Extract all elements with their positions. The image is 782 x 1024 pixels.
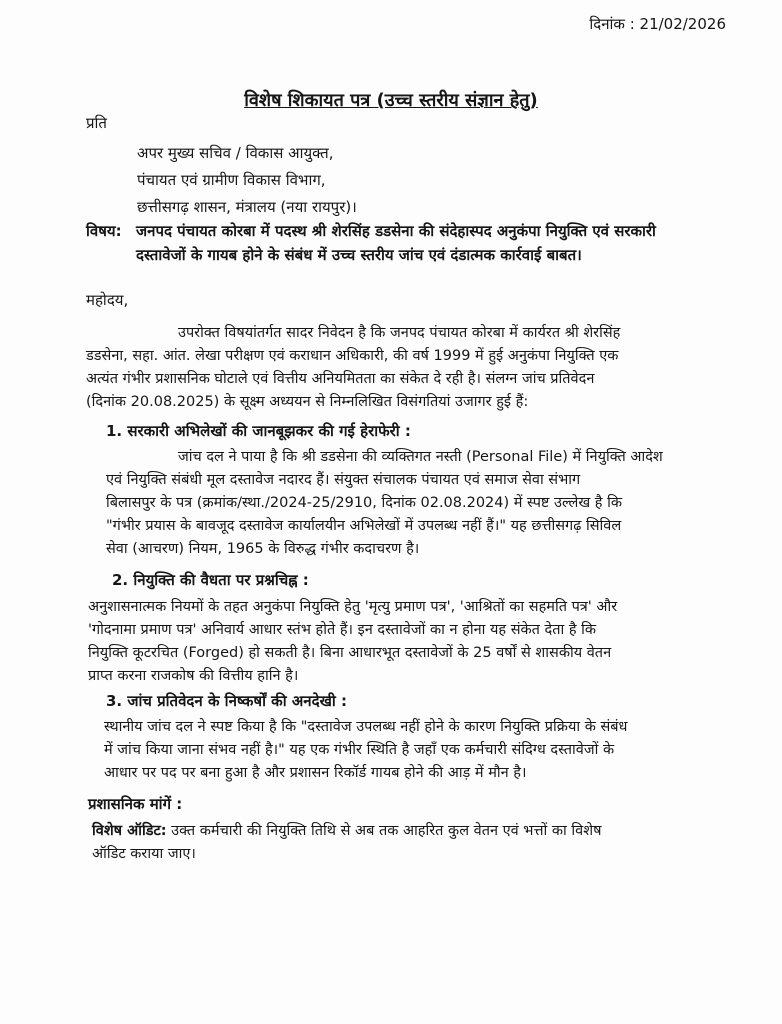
paragraph-line: अत्यंत गंभीर प्रशासनिक घोटाले एवं वित्तीय अनियमितता का संकेत दे रही है। संलग्न जांच प्रतिवेदन xyxy=(86,371,595,387)
paragraph-line: प्राप्त करना राजकोष की वित्तीय हानि है। xyxy=(88,668,299,684)
paragraph-line: नियुक्ति कूटरचित (Forged) हो सकती है। बिना आधारभूत दस्तावेजों के 25 वर्षों से शासकीय वेतन xyxy=(88,645,612,661)
paragraph-line: में जांच किया जाना संभव नहीं है।" यह एक गंभीर स्थिति है जहाँ एक कर्मचारी संदिग्ध दस्तावेजों के xyxy=(104,742,615,758)
audit-text: उक्त कर्मचारी की नियुक्ति तिथि से अब तक आहरित कुल वेतन एवं भत्तों का विशेष xyxy=(171,823,602,839)
subject-line: दस्तावेजों के गायब होने के संबंध में उच्च स्तरीय जांच एवं दंडात्मक कार्रवाई बाबत। xyxy=(136,246,582,264)
paragraph-line xyxy=(92,820,708,843)
addressee-line: पंचायत एवं ग्रामीण विकास विभाग, xyxy=(137,171,326,189)
salutation: महोदय, xyxy=(86,291,129,309)
demands-heading: प्रशासनिक मांगें : xyxy=(88,795,183,813)
addressee-line: छत्तीसगढ़ शासन, मंत्रालय (नया रायपुर)। xyxy=(137,198,357,216)
section-heading: 1. सरकारी अभिलेखों की जानबूझकर की गई हेराफेरी : xyxy=(106,422,411,440)
paragraph-line: "गंभीर प्रयास के बावजूद दस्तावेज कार्यालयीन अभिलेखों में उपलब्ध नहीं हैं।" यह छत्तीसगढ़ सिविल xyxy=(106,518,622,534)
intro-paragraph xyxy=(86,322,706,414)
section-heading: 2. नियुक्ति की वैधता पर प्रश्नचिह्न : xyxy=(112,571,309,589)
letter-title: विशेष शिकायत पत्र (उच्च स्तरीय संज्ञान हेतु) xyxy=(244,90,538,111)
paragraph-line: (दिनांक 20.08.2025) के सूक्ष्म अध्ययन से निम्नलिखित विसंगतियां उजागर हुई हैं: xyxy=(86,394,529,410)
paragraph-line: आधार पर पद पर बना हुआ है और प्रशासन रिकॉर्ड गायब होने की आड़ में मौन है। xyxy=(104,765,527,781)
section-paragraph xyxy=(106,446,706,561)
section-paragraph xyxy=(88,596,708,688)
section-paragraph xyxy=(104,716,708,785)
paragraph-line: उपरोक्त विषयांतर्गत सादर निवेदन है कि जनपद पंचायत कोरबा में कार्यरत श्री शेरसिंह xyxy=(178,325,621,341)
section-heading: 3. जांच प्रतिवेदन के निष्कर्षों की अनदेखी : xyxy=(106,692,347,710)
paragraph-line: एवं नियुक्ति संबंधी मूल दस्तावेज नदारद हैं। संयुक्त संचालक पंचायत एवं समाज सेवा संभाग xyxy=(106,472,581,488)
subject xyxy=(86,219,716,267)
paragraph-line: 'गोदनामा प्रमाण पत्र' अनिवार्य आधार स्तंभ होते हैं। इन दस्तावेजों का न होना यह संकेत देता है कि xyxy=(88,622,597,638)
salutation-to: प्रति xyxy=(86,114,107,132)
paragraph-line: जांच दल ने पाया है कि श्री डडसेना की व्यक्तिगत नस्ती (Personal File) में नियुक्ति आदेश xyxy=(178,449,663,465)
paragraph-line: डडसेना, सहा. आंत. लेखा परीक्षण एवं कराधान अधिकारी, की वर्ष 1999 में हुई अनुकंपा नियुक्ति एक xyxy=(86,348,619,364)
paragraph-line: ऑडिट कराया जाए। xyxy=(92,846,196,862)
paragraph-line: स्थानीय जांच दल ने स्पष्ट किया है कि "दस्तावेज उपलब्ध नहीं होने के कारण नियुक्ति प्रक्रिया के संबंध xyxy=(104,719,628,735)
addressee-line: अपर मुख्य सचिव / विकास आयुक्त, xyxy=(137,144,334,162)
audit-label: विशेष ऑडिट: xyxy=(92,823,167,839)
letter-date: दिनांक : 21/02/2026 xyxy=(589,15,726,33)
subject-label: विषय: xyxy=(86,222,122,240)
subject-line: जनपद पंचायत कोरबा में पदस्थ श्री शेरसिंह डडसेना की संदेहास्पद अनुकंपा नियुक्ति एवं सरकारी xyxy=(136,222,656,240)
paragraph-line: बिलासपुर के पत्र (क्रमांक/स्था./2024-25/2910, दिनांक 02.08.2024) में स्पष्ट उल्लेख है कि xyxy=(106,495,622,511)
demands-paragraph xyxy=(92,820,708,866)
paragraph-line: अनुशासनात्मक नियमों के तहत अनुकंपा नियुक्ति हेतु 'मृत्यु प्रमाण पत्र', 'आश्रितों का सहमति पत्र' और xyxy=(88,599,618,615)
paragraph-line: सेवा (आचरण) नियम, 1965 के विरुद्ध गंभीर कदाचरण है। xyxy=(106,541,420,557)
